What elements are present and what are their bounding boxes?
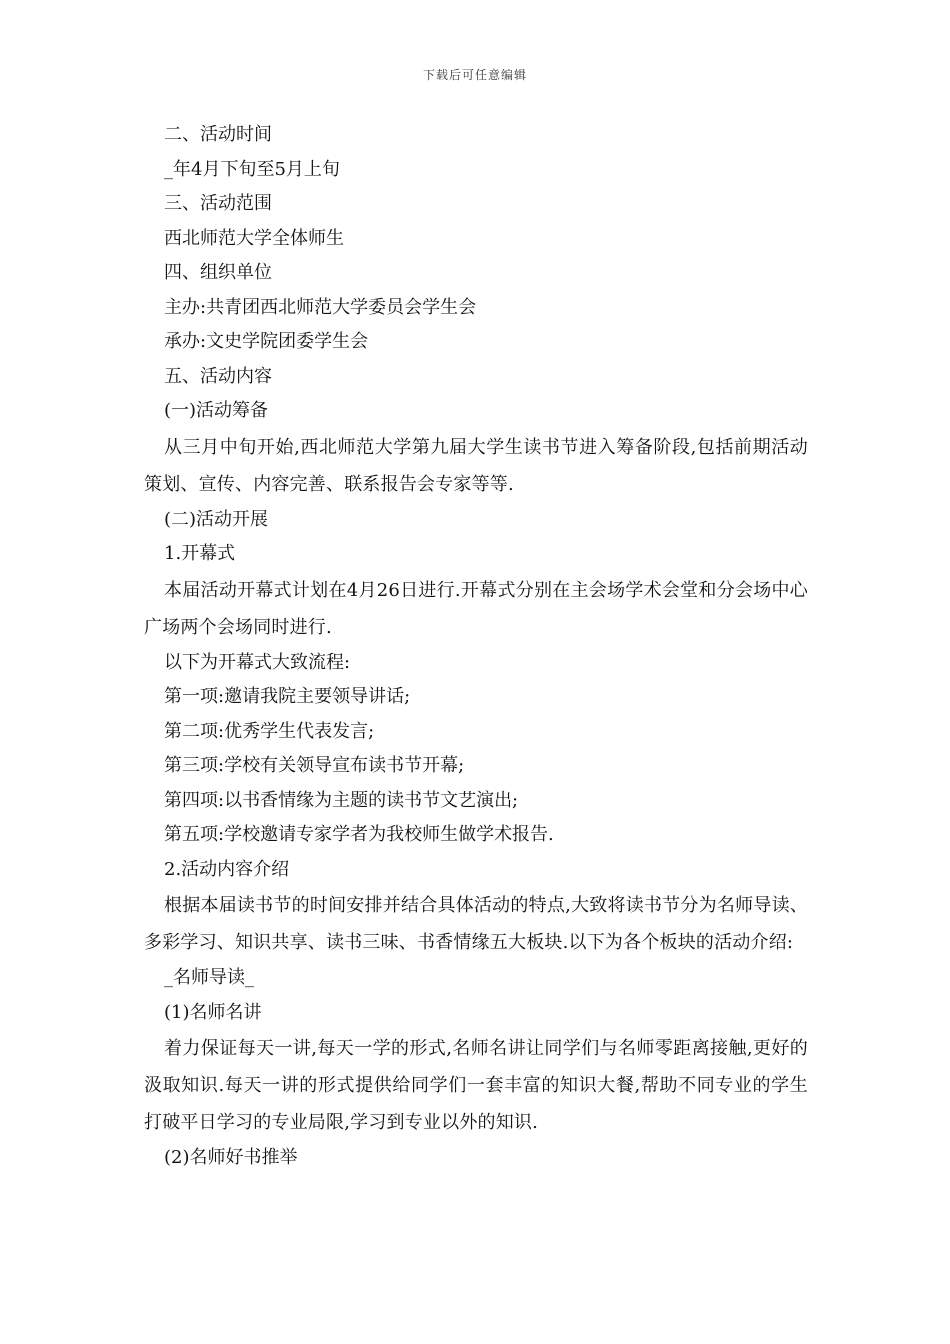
subheading-development: (二)活动开展: [164, 508, 269, 530]
item-heading-opening: 1.开幕式: [164, 543, 236, 564]
page-header: 下载后可任意编辑: [422, 68, 527, 82]
paragraph-content-intro: 根据本届读书节的时间安排并结合具体活动的特点,大致将读书节分为名师导读、多彩学习、知识共享、读书三味、书香情缘五大板块.以下为各个板块的活动介绍:: [144, 895, 808, 953]
flow-item-2: 第二项:优秀学生代表发言;: [164, 720, 375, 742]
section-heading-content: 五、活动内容: [164, 365, 272, 387]
flow-item-1: 第一项:邀请我院主要领导讲话;: [164, 686, 411, 707]
section-heading-time: 二、活动时间: [164, 124, 272, 145]
paragraph-opening: 本届活动开幕式计划在4月26日进行.开幕式分别在主会场学术会堂和分会场中心广场两个会场同时进行.: [144, 579, 808, 638]
subitem-heading-lecture: (1)名师名讲: [164, 1001, 262, 1023]
subitem-heading-book-recommend: (2)名师好书推举: [164, 1147, 298, 1168]
flow-item-4: 第四项:以书香情缘为主题的读书节文艺演出;: [164, 789, 519, 811]
paragraph-scope: 西北师范大学全体师生: [164, 227, 344, 249]
document-body: [144, 118, 808, 1176]
section-heading-organizer: 四、组织单位: [164, 262, 272, 283]
paragraph-flow-intro: 以下为开幕式大致流程:: [164, 651, 351, 673]
paragraph-lecture: 着力保证每天一讲,每天一学的形式,名师名讲让同学们与名师零距离接触,更好的汲取知识.每天一讲的形式提供给同学们一套丰富的知识大餐,帮助不同专业的学生打破平日学习的专业局限,学习到专业以外的知识.: [144, 1038, 808, 1133]
item-heading-content-intro: 2.活动内容介绍: [164, 858, 290, 880]
paragraph-undertaker: 承办:文史学院团委学生会: [164, 331, 369, 352]
paragraph-preparation: 从三月中旬开始,西北师范大学第九届大学生读书节进入筹备阶段,包括前期活动策划、宣传、内容完善、联系报告会专家等等.: [144, 436, 808, 495]
section-heading-scope: 三、活动范围: [164, 193, 272, 214]
block-heading-famous-teacher: _名师导读_: [164, 967, 254, 988]
paragraph-time: _年4月下旬至5月上旬: [164, 158, 340, 180]
subheading-preparation: (一)活动筹备: [164, 400, 269, 421]
flow-item-5: 第五项:学校邀请专家学者为我校师生做学术报告.: [164, 824, 554, 845]
flow-item-3: 第三项:学校有关领导宣布读书节开幕;: [164, 755, 465, 776]
paragraph-host: 主办:共青团西北师范大学委员会学生会: [164, 296, 477, 318]
